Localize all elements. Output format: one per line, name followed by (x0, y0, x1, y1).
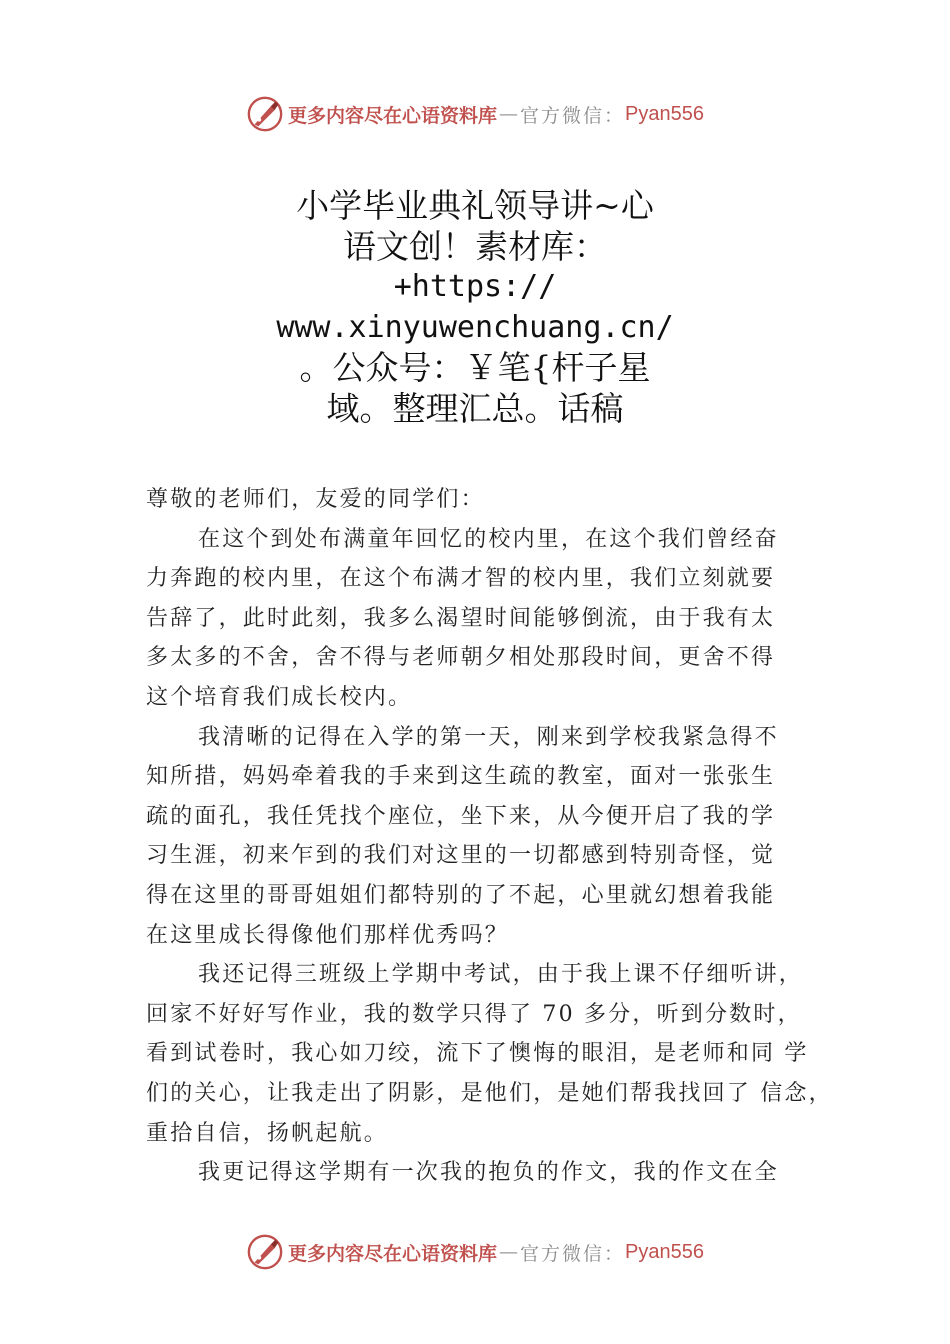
body-line: 看到试卷时，我心如刀绞，流下了懊悔的眼泪，是老师和同 学 (146, 1041, 809, 1067)
body-line: 告辞了，此时此刻，我多么渴望时间能够倒流，由于我有太 (146, 605, 776, 631)
brand-text: 更多内容尽在心语资料库 (288, 104, 498, 127)
salutation: 尊敬的老师们，友爱的同学们： (146, 487, 485, 512)
banner-separator: — (499, 1241, 519, 1263)
body-line: 回家不好好写作业，我的数学只得了 70 多分，听到分数时， (146, 1001, 802, 1027)
body-line: 我清晰的记得在入学的第一天，刚来到学校我紧急得不 (198, 724, 779, 750)
pen-nib-logo-icon (246, 95, 284, 133)
title-line: 。公众号：￥笔{杆子星 (299, 348, 651, 387)
body-line: 们的关心，让我走出了阴影，是他们，是她们帮我找回了 信念， (146, 1080, 833, 1106)
header-banner (0, 94, 950, 134)
wechat-id: Pyan556 (625, 102, 704, 125)
body-line: 重拾自信，扬帆起航。 (146, 1120, 389, 1146)
body-line: 这个培育我们成长校内。 (146, 684, 413, 710)
title-line: 小学毕业典礼领导讲~心 (296, 186, 654, 225)
wechat-label: 官方微信： (520, 1242, 626, 1265)
title-line: 域。整理汇总。话稿 (326, 388, 624, 428)
body-line: 多太多的不舍，舍不得与老师朝夕相处那段时间，更舍不得 (146, 645, 776, 671)
body-line: 我更记得这学期有一次我的抱负的作文，我的作文在全 (198, 1160, 779, 1186)
banner-separator: — (499, 103, 519, 125)
body-line: 疏的面孔，我任凭找个座位，坐下来，从今便开启了我的学 (146, 803, 776, 829)
wechat-id: Pyan556 (625, 1240, 704, 1263)
document-body (146, 480, 846, 1193)
pen-nib-logo-icon (246, 1233, 284, 1271)
body-line: 得在这里的哥哥姐姐们都特别的了不起，心里就幻想着我能 (146, 882, 776, 908)
body-line: 力奔跑的校内里，在这个布满才智的校内里，我们立刻就要 (146, 566, 776, 592)
body-line: 在这个到处布满童年回忆的校内里，在这个我们曾经奋 (198, 526, 779, 552)
brand-text: 更多内容尽在心语资料库 (288, 1242, 498, 1265)
body-line: 习生涯，初来乍到的我们对这里的一切都感到特别奇怪，觉 (146, 843, 776, 869)
body-line: 在这里成长得像他们那样优秀吗？ (146, 922, 510, 948)
body-line: 我还记得三班级上学期中考试，由于我上课不仔细听讲， (198, 962, 804, 988)
wechat-label: 官方微信： (520, 104, 626, 127)
body-line: 知所措，妈妈牵着我的手来到这生疏的教室，面对一张张生 (146, 764, 776, 790)
footer-banner (0, 1232, 950, 1272)
title-line: 语文创！素材库： (343, 226, 607, 266)
title-line: www.xinyuwenchuang.cn/ (276, 309, 674, 345)
title-line: +https:// (393, 269, 557, 304)
document-title (0, 186, 950, 429)
